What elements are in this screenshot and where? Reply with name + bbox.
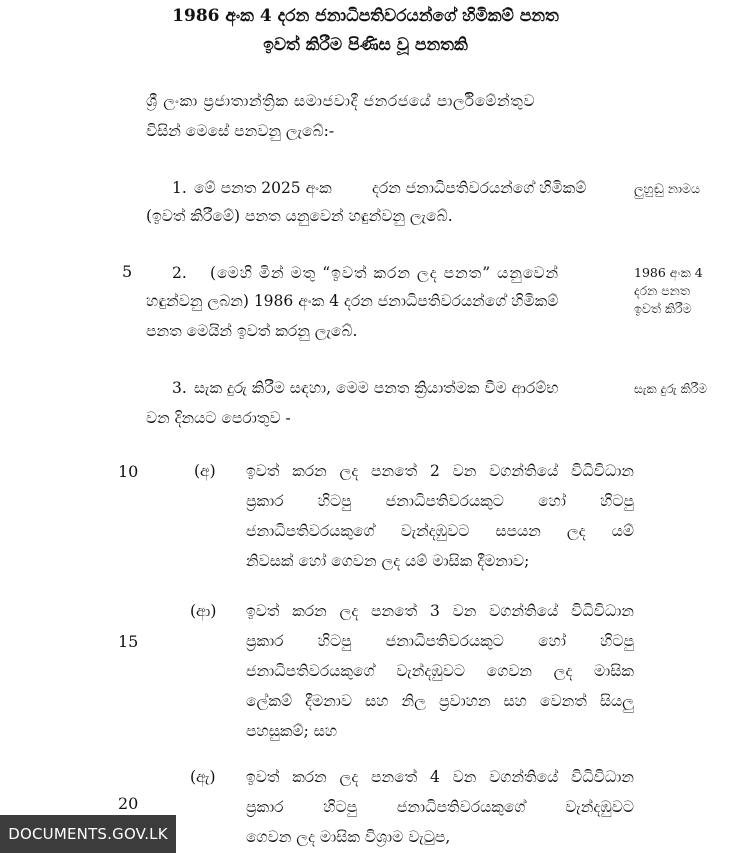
subsection-text-line: ජනාධිපතිවරයකුගේ වැන්දඹුවට සපයන ලද යම් xyxy=(246,522,634,540)
subsection-text-line: ප්‍රකාර හිටපු ජනාධිපතිවරයකුට හෝ හිටපු xyxy=(246,632,634,650)
subsection-text-line: පහසුකම්; සහ xyxy=(246,722,338,740)
section-number: 1. xyxy=(172,179,187,197)
line-number: 10 xyxy=(118,462,139,481)
line-number: 5 xyxy=(122,262,133,281)
document-title-line-1: 1986 අංක 4 දරන ජනාධිපතිවරයන්ගේ හිමිකම් පනත xyxy=(172,6,559,26)
preamble-line-1: ශ්‍රී ලංකා ප්‍රජාතාන්ත්‍රික සමාජවාදී ජනරජයේ පාර්ලිමේන්තුව xyxy=(146,92,536,110)
subsection-text-line: ඉවත් කරන ලද පනතේ 3 වන වගන්තියේ විධිවිධාන xyxy=(246,602,634,620)
section-text-line: වන දිනයට පෙරාතුව - xyxy=(146,409,291,427)
subsection-text xyxy=(246,762,634,852)
margin-note-line: දරන පනත xyxy=(634,283,690,298)
section-text-line: පනත මෙයින් ඉවත් කරනු ලැබේ. xyxy=(146,322,358,340)
section-text-line: දරන ජනාධිපතිවරයන්ගේ හිමිකම් xyxy=(372,179,587,197)
subsection-text-line: ඉවත් කරන ලද පනතේ 4 වන වගන්තියේ විධිවිධාන xyxy=(246,768,634,786)
watermark-badge: DOCUMENTS.GOV.LK xyxy=(0,815,176,853)
margin-note: සැක දුරු කිරීම xyxy=(634,381,708,396)
document-title-line-2: ඉවත් කිරීම පිණිස වූ පනතකි xyxy=(263,35,468,55)
subsection-text-line: ලේකම් දීමනාව සහ නිල ප්‍රවාහන සහ වෙනත් සියලු xyxy=(246,692,634,710)
subsection-text xyxy=(246,456,634,576)
section-number: 2. xyxy=(172,264,187,282)
subsection-text-line: ගෙවන ලද මාසික විශ්‍රාම වැටුප, xyxy=(246,828,451,846)
subsection-text-line: ප්‍රකාර හිටපු ජනාධිපතිවරයකුගේ වැන්දඹුවට xyxy=(246,798,634,816)
subsection-text-line: ජනාධිපතිවරයකුගේ වැන්දඹුවට ගෙවන ලද මාසික xyxy=(246,662,634,680)
subsection-label: (ආ) xyxy=(190,602,217,620)
preamble-line-2: විසින් මෙසේ පනවනු ලැබේ:- xyxy=(146,122,335,140)
margin-note: ලුහුඬු නාමය xyxy=(634,181,700,196)
subsection-text-line: ප්‍රකාර හිටපු ජනාධිපතිවරයකුට හෝ හිටපු xyxy=(246,492,634,510)
section-text-line: සැක දුරු කිරීම සඳහා, මෙම පනත ක්‍රියාත්මක වීම ආරම්භ xyxy=(194,379,559,397)
section-text-line: (ඉවත් කිරීමේ) පනත යනුවෙන් හඳුන්වනු ලැබේ. xyxy=(146,207,453,225)
subsection-text-line: ඉවත් කරන ලද පනතේ 2 වන වගන්තියේ විධිවිධාන xyxy=(246,462,634,480)
section-text-line: මේ පනත 2025 අංක xyxy=(194,179,332,197)
subsection-text xyxy=(246,596,634,746)
subsection-label: (අ) xyxy=(194,462,216,480)
line-number: 15 xyxy=(118,632,139,651)
section-text-line: (මෙහි මින් මතු “ඉවත් කරන ලද පනත” යනුවෙන් xyxy=(210,264,560,282)
section-number: 3. xyxy=(172,379,187,397)
subsection-label: (ඇ) xyxy=(190,768,216,786)
section-text-line: හඳුන්වනු ලබන) 1986 අංක 4 දරන ජනාධිපතිවරයන්ගේ හිමිකම් xyxy=(146,292,559,310)
margin-note-line: 1986 අංක 4 xyxy=(634,265,703,280)
subsection-text-line: නිවසක් හෝ ගෙවන ලද යම් මාසික දීමනාව; xyxy=(246,552,530,570)
line-number: 20 xyxy=(118,794,139,813)
margin-note-line: ඉවත් කිරීම xyxy=(634,301,692,316)
